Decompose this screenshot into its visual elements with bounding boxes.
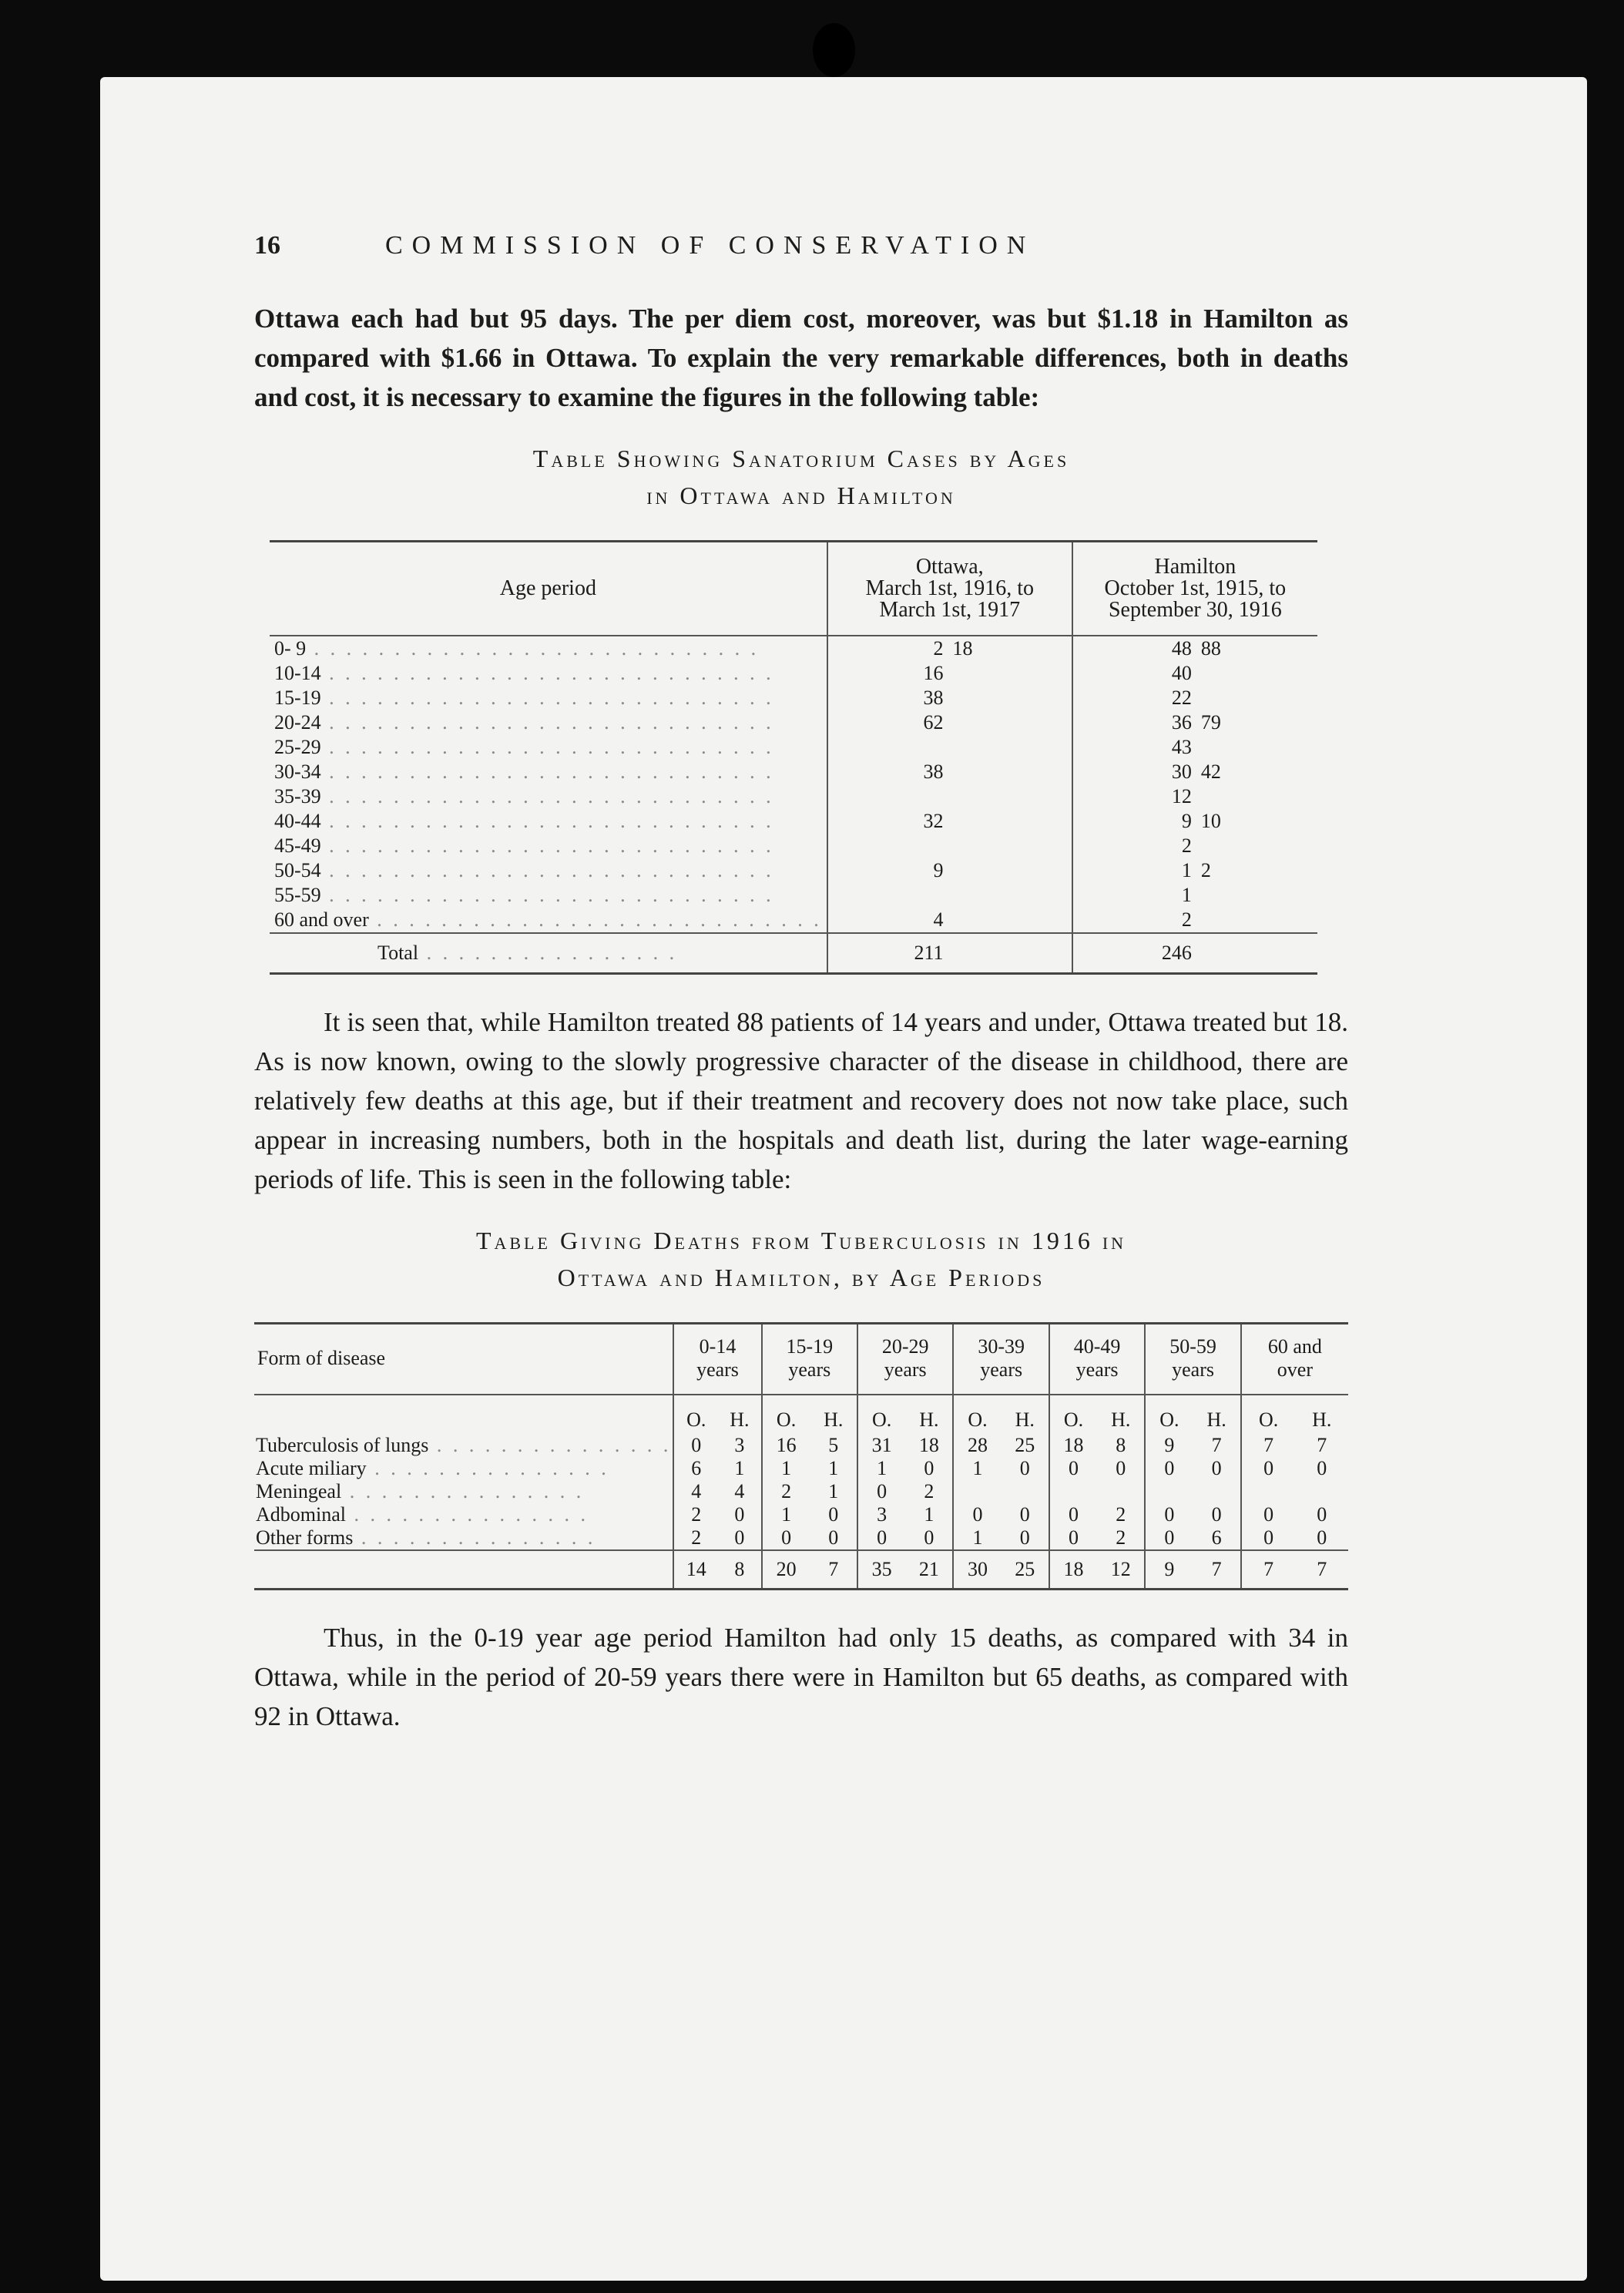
hamilton-header-line1: Hamilton [1154,555,1236,579]
table1-row [270,661,1317,686]
period-range: 50-59 [1169,1335,1216,1358]
death-count-cell [953,1480,1001,1503]
total-deaths-cell: 7 [1296,1550,1349,1590]
table1-row [270,784,1317,809]
period-range: 0-14 [699,1335,737,1358]
col-age-period [857,1324,953,1395]
death-count-cell: 0 [1317,1526,1327,1549]
age-period-label: 50-54 [274,859,321,881]
ottawa-header-line3: March 1st, 1917 [879,598,1021,622]
hamilton-subheader: H. [730,1408,750,1431]
hamilton-group-cell [1196,834,1317,858]
age-period-cell: 15-19 . . . . . . . . . . . . . . . . . . . . . . . . . . . . [274,687,774,709]
death-count-cell: 0 [1019,1526,1030,1549]
table1-row [270,858,1317,883]
hamilton-group-cell: 42 [1200,760,1221,783]
death-count-cell: 1 [762,1503,810,1526]
scan-artifact [813,23,855,77]
death-count-cell: 18 [1049,1434,1097,1457]
col-age-period [1145,1324,1240,1395]
total-deaths-cell: 25 [1002,1550,1049,1590]
period-range: 30-39 [978,1335,1025,1358]
total-deaths-cell: 14 [673,1550,718,1590]
hamilton-cases-cell: 43 [1072,735,1196,760]
death-count-cell: 3 [734,1434,745,1456]
hamilton-cases-cell: 30 [1072,760,1196,784]
death-count-cell: 28 [953,1434,1001,1457]
total-deaths-cell: 12 [1097,1550,1145,1590]
hamilton-subheader: H. [1312,1408,1332,1431]
disease-form-cell: Acute miliary . . . . . . . . . . . . . . . [256,1457,609,1479]
age-period-cell: 25-29 . . . . . . . . . . . . . . . . . . . . . . . . . . . . [274,736,774,758]
death-count-cell: 1 [857,1457,905,1480]
ottawa-header-line1: Ottawa, [915,555,984,579]
ottawa-cases-cell: 2 [827,636,948,661]
hamilton-group-cell [1196,735,1317,760]
death-count-cell: 2 [673,1526,718,1550]
total-deaths-cell: 8 [718,1550,761,1590]
death-count-cell: 1 [828,1480,839,1502]
hamilton-group-cell [1196,883,1317,908]
total-deaths-cell: 9 [1145,1550,1193,1590]
death-count-cell: 0 [1116,1457,1126,1479]
death-count-cell: 2 [673,1503,718,1526]
total-deaths-cell: 21 [905,1550,953,1590]
col-age-period [953,1324,1049,1395]
death-count-cell: 1 [953,1526,1001,1550]
table2-caption-line1: Table Giving Deaths from Tuberculosis in 1916 in [475,1227,1127,1254]
table1-row [270,908,1317,933]
sanatorium-cases-table [270,540,1317,975]
hamilton-group-cell [1196,661,1317,686]
death-count-cell: 0 [1145,1503,1193,1526]
hamilton-cases-cell: 36 [1072,710,1196,735]
age-period-cell: 40-44 . . . . . . . . . . . . . . . . . . . . . . . . . . . . [274,810,774,832]
age-period-cell: 30-34 . . . . . . . . . . . . . . . . . . . . . . . . . . . . [274,760,774,783]
period-range: 15-19 [786,1335,834,1358]
hamilton-group-cell: 88 [1200,637,1221,660]
col-age-period [762,1324,857,1395]
death-count-cell: 0 [924,1457,934,1479]
death-count-cell: 0 [1019,1503,1030,1526]
death-count-cell: 6 [1211,1526,1222,1549]
table2-row [254,1526,1348,1550]
ottawa-subheader: O. [673,1395,718,1434]
death-count-cell: 5 [828,1434,839,1456]
total-deaths-cell: 35 [857,1550,905,1590]
table1-row [270,834,1317,858]
death-count-cell: 0 [762,1526,810,1550]
ottawa-subheader: O. [1145,1395,1193,1434]
age-period-label: 25-29 [274,736,321,758]
ottawa-header-line2: March 1st, 1916, to [865,576,1034,600]
age-period-label: 55-59 [274,884,321,906]
paragraph-1: Ottawa each had but 95 days. The per diem cost, moreover, was but $1.18 in Hamilton as compared with $1.66 in Ottawa. To explain the very remarkable differences, both in deaths and cost, it is necessary to examine the figures in the following table: [254,304,1348,412]
table1-caption [254,440,1348,514]
ottawa-cases-cell: 62 [827,710,948,735]
col-age-period [673,1324,761,1395]
death-count-cell: 0 [1049,1503,1097,1526]
age-period-label: 35-39 [274,785,321,807]
ottawa-cases-cell: 4 [827,908,948,933]
disease-form-label: Adbominal [256,1503,346,1526]
ottawa-cases-cell: 38 [827,686,948,710]
ottawa-group-cell [948,883,1072,908]
disease-form-cell: Other forms . . . . . . . . . . . . . . . [256,1526,596,1549]
death-count-cell [1049,1480,1097,1503]
ottawa-group-cell: 18 [952,637,973,660]
death-count-cell: 0 [1317,1457,1327,1479]
ottawa-cases-cell [827,784,948,809]
disease-form-label: Acute miliary [256,1457,367,1479]
table1-row [270,760,1317,784]
ottawa-cases-cell: 9 [827,858,948,883]
ottawa-group-cell [948,686,1072,710]
hamilton-subheader: H. [1111,1408,1131,1431]
death-count-cell: 7 [1211,1434,1222,1456]
col-form-of-disease: Form of disease [254,1324,673,1395]
period-unit: years [980,1358,1023,1381]
death-count-cell: 0 [1241,1503,1296,1526]
col-age-period [1049,1324,1145,1395]
col-age-period: Age period [270,542,827,636]
period-unit: years [1172,1358,1214,1381]
death-count-cell: 0 [1145,1526,1193,1550]
death-count-cell: 0 [828,1526,839,1549]
age-period-label: 15-19 [274,687,321,709]
death-count-cell [1097,1480,1145,1503]
hamilton-group-cell [1196,784,1317,809]
age-period-label: 60 and over [274,908,369,931]
death-count-cell: 9 [1145,1434,1193,1457]
death-count-cell: 1 [828,1457,839,1479]
col-ottawa [827,542,1072,636]
col-hamilton [1072,542,1317,636]
table2-caption [254,1222,1348,1296]
table2-caption-line2: Ottawa and Hamilton, by Age Periods [557,1264,1045,1291]
death-count-cell: 1 [734,1457,745,1479]
running-title: COMMISSION OF CONSERVATION [385,231,1035,260]
death-count-cell: 25 [1015,1434,1035,1456]
ottawa-cases-cell [827,735,948,760]
ottawa-cases-cell: 38 [827,760,948,784]
age-period-label: 30-34 [274,760,321,783]
table1-row [270,710,1317,735]
total-ottawa: 211 [827,933,948,974]
death-count-cell: 0 [1049,1457,1097,1480]
page-number: 16 [254,231,280,260]
hamilton-cases-cell: 1 [1072,883,1196,908]
death-count-cell: 6 [673,1457,718,1480]
hamilton-cases-cell: 1 [1072,858,1196,883]
death-count-cell: 16 [762,1434,810,1457]
table1-row [270,809,1317,834]
death-count-cell: 1 [762,1457,810,1480]
death-count-cell [1145,1480,1193,1503]
paragraph-2: It is seen that, while Hamilton treated 88 patients of 14 years and under, Ottawa treated but 18. As is now known, owing to the slowly progressive character of the disease in childhood, there are relatively few deaths at this age, but if their treatment and recovery does not now take place, such appear in increasing numbers, both in the hospitals and death list, during the later wage-earning periods of life. This is seen in the following table: [254,1007,1348,1194]
age-period-cell: 10-14 . . . . . . . . . . . . . . . . . . . . . . . . . . . . [274,662,774,684]
table1-caption-line2: in Ottawa and Hamilton [646,482,956,509]
ottawa-subheader: O. [1049,1395,1097,1434]
ottawa-cases-cell [827,834,948,858]
paragraph-3: Thus, in the 0-19 year age period Hamilton had only 15 deaths, as compared with 34 in Ottawa, while in the period of 20-59 years there were in Hamilton but 65 deaths, as compared with 92 in Ottawa. [254,1623,1348,1731]
death-count-cell: 0 [857,1480,905,1503]
ottawa-cases-cell: 16 [827,661,948,686]
running-head [254,231,1348,277]
table2-row [254,1480,1348,1503]
period-range: 40-49 [1073,1335,1121,1358]
death-count-cell: 2 [924,1480,934,1502]
ottawa-cases-cell [827,883,948,908]
death-count-cell: 0 [857,1526,905,1550]
period-range: 60 and [1267,1335,1322,1358]
death-count-cell: 18 [918,1434,939,1456]
table1-row [270,636,1317,661]
tuberculosis-deaths-table [254,1322,1348,1590]
ottawa-group-cell [948,661,1072,686]
disease-form-label: Other forms [256,1526,354,1549]
death-count-cell: 0 [1019,1457,1030,1479]
age-period-cell: 55-59 . . . . . . . . . . . . . . . . . . . . . . . . . . . . [274,884,774,906]
total-label: Total . . . . . . . . . . . . . . . . [270,933,827,974]
table2-row [254,1457,1348,1480]
hamilton-cases-cell: 9 [1072,809,1196,834]
age-period-label: 10-14 [274,662,321,684]
death-count-cell: 1 [924,1503,934,1526]
hamilton-cases-cell: 22 [1072,686,1196,710]
death-count-cell: 0 [1211,1503,1222,1526]
col-age-period [1241,1324,1348,1395]
table1-total-row [270,933,1317,974]
total-deaths-cell: 7 [810,1550,857,1590]
death-count-cell: 7 [1241,1434,1296,1457]
death-count-cell: 4 [734,1480,745,1502]
disease-form-cell: Adbominal . . . . . . . . . . . . . . . [256,1503,589,1526]
age-period-cell: 50-54 . . . . . . . . . . . . . . . . . . . . . . . . . . . . [274,859,774,881]
death-count-cell [1241,1480,1296,1503]
total-deaths-cell: 7 [1193,1550,1241,1590]
hamilton-group-cell: 10 [1200,810,1221,832]
disease-form-label: Meningeal [256,1480,342,1502]
age-period-label: 0- 9 [274,637,307,660]
disease-form-cell: Tuberculosis of lungs . . . . . . . . . . . . . . . [256,1434,672,1456]
total-deaths-cell: 30 [953,1550,1001,1590]
death-count-cell: 0 [1211,1457,1222,1479]
death-count-cell: 4 [673,1480,718,1503]
death-count-cell: 0 [1145,1457,1193,1480]
age-period-cell: 0- 9 . . . . . . . . . . . . . . . . . . . . . . . . . . . . [274,637,760,660]
ottawa-group-cell [948,834,1072,858]
death-count-cell: 0 [828,1503,839,1526]
total-hamilton: 246 [1072,933,1196,974]
hamilton-cases-cell: 2 [1072,908,1196,933]
hamilton-subheader: H. [1015,1408,1035,1431]
hamilton-group-cell [1196,908,1317,933]
death-count-cell: 31 [857,1434,905,1457]
ottawa-subheader: O. [857,1395,905,1434]
total-deaths-cell: 7 [1241,1550,1296,1590]
period-range: 20-29 [881,1335,929,1358]
hamilton-cases-cell: 2 [1072,834,1196,858]
death-count-cell: 0 [734,1526,745,1549]
table2-row [254,1434,1348,1457]
period-unit: over [1277,1358,1313,1381]
ottawa-group-cell [948,710,1072,735]
table2-total-row [254,1550,1348,1590]
period-unit: years [1075,1358,1119,1381]
hamilton-subheader: H. [824,1408,844,1431]
hamilton-group-cell: 79 [1200,711,1221,734]
hamilton-header-line2: October 1st, 1915, to [1104,576,1287,600]
hamilton-group-cell: 2 [1200,859,1211,881]
disease-form-label: Tuberculosis of lungs [256,1434,429,1456]
death-count-cell: 0 [1241,1526,1296,1550]
period-unit: years [696,1358,739,1381]
age-period-cell: 60 and over . . . . . . . . . . . . . . . . . . . . . . . . . . . . [274,908,822,931]
total-deaths-cell: 20 [762,1550,810,1590]
age-period-cell: 45-49 . . . . . . . . . . . . . . . . . . . . . . . . . . . . [274,834,774,857]
death-count-cell: 0 [1317,1503,1327,1526]
ottawa-group-cell [948,784,1072,809]
hamilton-subheader: H. [919,1408,939,1431]
death-count-cell [1002,1480,1049,1503]
death-count-cell: 2 [1116,1503,1126,1526]
total-deaths-cell: 18 [1049,1550,1097,1590]
age-period-label: 20-24 [274,711,321,734]
death-count-cell [1296,1480,1349,1503]
ottawa-group-cell [948,809,1072,834]
hamilton-group-cell [1196,686,1317,710]
hamilton-header-line3: September 30, 1916 [1108,598,1282,622]
hamilton-cases-cell: 48 [1072,636,1196,661]
table1-row [270,883,1317,908]
death-count-cell: 2 [762,1480,810,1503]
table1-caption-line1: Table Showing Sanatorium Cases by Ages [532,445,1070,472]
age-period-cell: 35-39 . . . . . . . . . . . . . . . . . . . . . . . . . . . . [274,785,774,807]
ottawa-cases-cell: 32 [827,809,948,834]
ottawa-group-cell [948,760,1072,784]
death-count-cell: 0 [1049,1526,1097,1550]
ottawa-subheader: O. [762,1395,810,1434]
ottawa-group-cell [948,908,1072,933]
hamilton-cases-cell: 12 [1072,784,1196,809]
death-count-cell: 2 [1116,1526,1126,1549]
death-count-cell: 3 [857,1503,905,1526]
hamilton-cases-cell: 40 [1072,661,1196,686]
city-subheader-row [254,1395,1348,1434]
ottawa-subheader: O. [953,1395,1001,1434]
period-unit: years [884,1358,927,1381]
ottawa-subheader: O. [1241,1395,1296,1434]
ottawa-group-cell [948,858,1072,883]
disease-form-cell: Meningeal . . . . . . . . . . . . . . . [256,1480,585,1502]
age-period-label: 45-49 [274,834,321,857]
death-count-cell: 0 [734,1503,745,1526]
death-count-cell: 0 [924,1526,934,1549]
death-count-cell: 7 [1317,1434,1327,1456]
page-content [254,231,1348,1736]
death-count-cell: 0 [953,1503,1001,1526]
hamilton-subheader: H. [1206,1408,1226,1431]
age-period-cell: 20-24 . . . . . . . . . . . . . . . . . . . . . . . . . . . . [274,711,774,734]
table1-row [270,686,1317,710]
death-count-cell [1193,1480,1241,1503]
period-unit: years [788,1358,831,1381]
table2-row [254,1503,1348,1526]
death-count-cell: 1 [953,1457,1001,1480]
death-count-cell: 8 [1116,1434,1126,1456]
death-count-cell: 0 [673,1434,718,1457]
death-count-cell: 0 [1241,1457,1296,1480]
age-period-label: 40-44 [274,810,321,832]
ottawa-group-cell [948,735,1072,760]
table1-row [270,735,1317,760]
